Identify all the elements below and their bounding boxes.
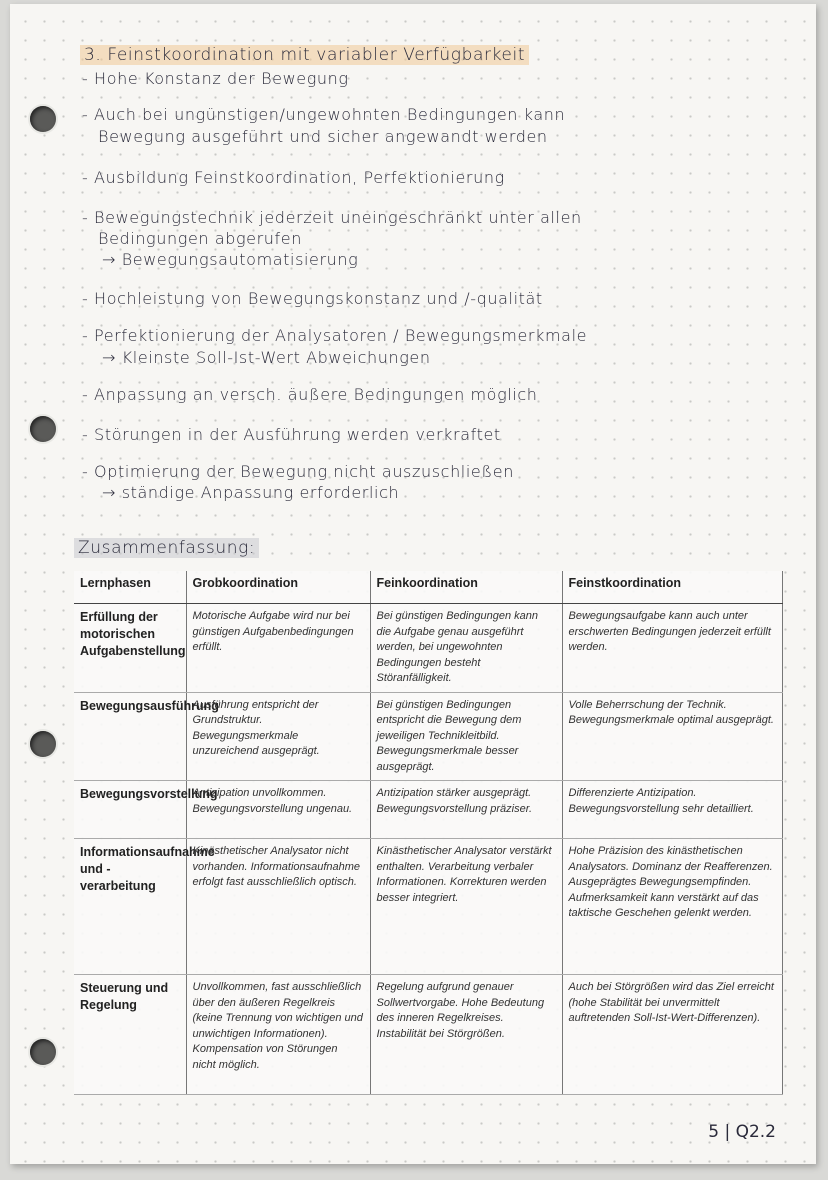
summary-heading: Zusammenfassung: bbox=[74, 537, 259, 559]
phase-cell: Steuerung und Regelung bbox=[74, 975, 186, 1095]
note-line: - Anpassung an versch. äußere Bedingungen möglich bbox=[82, 385, 538, 404]
fein-cell: Regelung aufgrund genauer Sollwertvorgabe. Hohe Bedeutung des inneren Regelkreises. Instabilität bei Störgrößen. bbox=[370, 975, 562, 1095]
column-header: Lernphasen bbox=[74, 571, 186, 604]
column-header: Grobkoordination bbox=[186, 571, 370, 604]
page-number: 5 | Q2.2 bbox=[708, 1122, 776, 1142]
notes-title: 3. Feinstkoordination mit variabler Verfügbarkeit bbox=[80, 44, 529, 66]
table-row bbox=[74, 839, 782, 975]
notebook-page bbox=[10, 4, 816, 1164]
phase-cell: Bewegungsvorstellung bbox=[74, 781, 186, 839]
feinst-cell: Hohe Präzision des kinästhetischen Analysators. Dominanz der Reafferenzen. Ausgeprägtes Bewegungsempfinden. Aufmerksamkeit kann verstärkt auf das taktische Geschehen gelenkt werden. bbox=[562, 839, 782, 975]
grob-cell: Motorische Aufgabe wird nur bei günstigen Aufgabenbedingungen erfüllt. bbox=[186, 604, 370, 693]
column-header: Feinstkoordination bbox=[562, 571, 782, 604]
note-line: - Perfektionierung der Analysatoren / Bewegungsmerkmale bbox=[82, 326, 588, 345]
note-line: - Auch bei ungünstigen/ungewohnten Bedingungen kann bbox=[82, 105, 566, 124]
grob-cell: Antizipation unvollkommen. Bewegungsvorstellung ungenau. bbox=[186, 781, 370, 839]
table-row bbox=[74, 975, 782, 1095]
feinst-cell: Auch bei Störgrößen wird das Ziel erreicht (hohe Stabilität bei unvermittelt auftretenden Soll-Ist-Wert-Differenzen). bbox=[562, 975, 782, 1095]
note-line: Bewegung ausgeführt und sicher angewandt werden bbox=[98, 127, 548, 146]
punch-hole-1 bbox=[30, 106, 56, 132]
note-line: → Bewegungsautomatisierung bbox=[102, 250, 359, 269]
punch-hole-4 bbox=[30, 1039, 56, 1065]
column-header: Feinkoordination bbox=[370, 571, 562, 604]
note-line: - Optimierung der Bewegung nicht auszuschließen bbox=[82, 462, 514, 481]
fein-cell: Kinästhetischer Analysator verstärkt enthalten. Verarbeitung verbaler Informationen. Korrekturen werden besser integriert. bbox=[370, 839, 562, 975]
note-line: - Ausbildung Feinstkoordination, Perfektionierung bbox=[82, 168, 505, 187]
note-line: Bedingungen abgerufen bbox=[98, 229, 302, 248]
feinst-cell: Differenzierte Antizipation. Bewegungsvorstellung sehr detailliert. bbox=[562, 781, 782, 839]
note-line: - Hohe Konstanz der Bewegung bbox=[82, 69, 349, 88]
grob-cell: Unvollkommen, fast ausschließlich über den äußeren Regelkreis (keine Trennung von wichtigen und unwichtigen Informationen). Kompensation von Störungen nicht möglich. bbox=[186, 975, 370, 1095]
grob-cell: Kinästhetischer Analysator nicht vorhanden. Informationsaufnahme erfolgt fast ausschließlich optisch. bbox=[186, 839, 370, 975]
phase-cell: Bewegungsausführung bbox=[74, 692, 186, 781]
summary-table bbox=[74, 571, 783, 1095]
phase-cell: Informationsaufnahme und -verarbeitung bbox=[74, 839, 186, 975]
note-line: - Bewegungstechnik jederzeit uneingeschränkt unter allen bbox=[82, 208, 582, 227]
table-header-row bbox=[74, 571, 782, 604]
table-row bbox=[74, 692, 782, 781]
table-row bbox=[74, 781, 782, 839]
feinst-cell: Volle Beherrschung der Technik. Bewegungsmerkmale optimal ausgeprägt. bbox=[562, 692, 782, 781]
phase-cell: Erfüllung der motorischen Aufgabenstellung bbox=[74, 604, 186, 693]
note-line: - Hochleistung von Bewegungskonstanz und /-qualität bbox=[82, 289, 543, 308]
table-row bbox=[74, 604, 782, 693]
punch-hole-2 bbox=[30, 416, 56, 442]
note-line: → ständige Anpassung erforderlich bbox=[102, 483, 400, 502]
fein-cell: Bei günstigen Bedingungen kann die Aufgabe genau ausgeführt werden, bei ungewohnten Bedingungen besteht Störanfälligkeit. bbox=[370, 604, 562, 693]
grob-cell: Ausführung entspricht der Grundstruktur. Bewegungsmerkmale unzureichend ausgeprägt. bbox=[186, 692, 370, 781]
note-line: - Störungen in der Ausführung werden verkraftet bbox=[82, 425, 501, 444]
fein-cell: Bei günstigen Bedingungen entspricht die Bewegung dem jeweiligen Technikleitbild. Bewegungsmerkmale besser ausgeprägt. bbox=[370, 692, 562, 781]
punch-hole-3 bbox=[30, 731, 56, 757]
fein-cell: Antizipation stärker ausgeprägt. Bewegungsvorstellung präziser. bbox=[370, 781, 562, 839]
note-line: → Kleinste Soll-Ist-Wert Abweichungen bbox=[102, 348, 431, 367]
feinst-cell: Bewegungsaufgabe kann auch unter erschwerten Bedingungen jederzeit erfüllt werden. bbox=[562, 604, 782, 693]
